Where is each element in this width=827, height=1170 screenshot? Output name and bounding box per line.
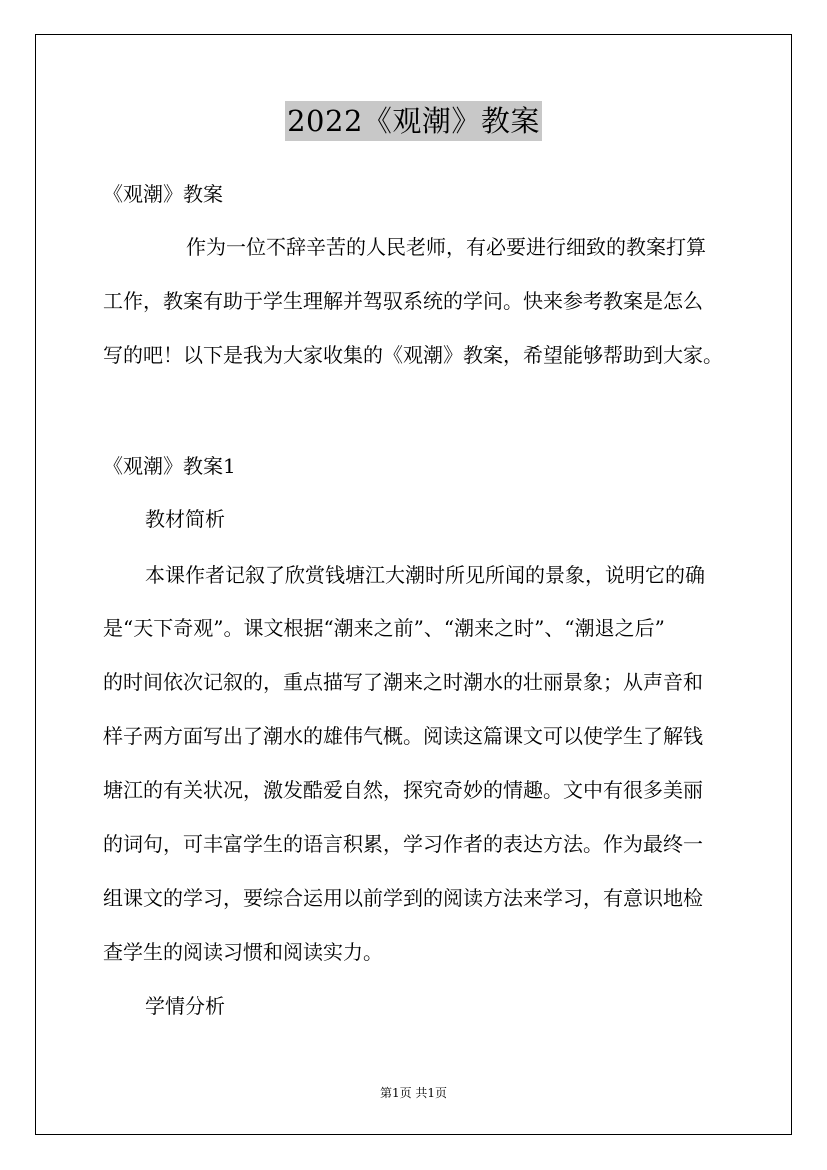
body-line: 查学生的阅读习惯和阅读实力。 bbox=[103, 940, 383, 964]
body-line: 是“天下奇观”。课文根据“潮来之前”、“潮来之时”、“潮退之后” bbox=[103, 616, 665, 640]
body-line: 本课作者记叙了欣赏钱塘江大潮时所见所闻的景象，说明它的确 bbox=[145, 563, 705, 587]
body-line: 组课文的学习，要综合运用以前学到的阅读方法来学习，有意识地检 bbox=[103, 886, 703, 910]
body-line: 的时间依次记叙的，重点描写了潮来之时潮水的壮丽景象；从声音和 bbox=[103, 670, 703, 694]
intro-line: 写的吧！以下是我为大家收集的《观潮》教案，希望能够帮助到大家。 bbox=[103, 343, 723, 367]
body-line: 的词句，可丰富学生的语言积累，学习作者的表达方法。作为最终一 bbox=[103, 832, 703, 856]
document-subtitle: 《观潮》教案 bbox=[103, 182, 223, 206]
subsection-heading: 学情分析 bbox=[145, 994, 225, 1018]
document-title: 2022《观潮》教案 bbox=[285, 101, 542, 141]
body-line: 样子两方面写出了潮水的雄伟气概。阅读这篇课文可以使学生了解钱 bbox=[103, 724, 703, 748]
section-heading: 《观潮》教案1 bbox=[103, 454, 236, 478]
intro-line: 作为一位不辞辛苦的人民老师，有必要进行细致的教案打算 bbox=[186, 235, 706, 259]
title-container bbox=[0, 101, 827, 141]
intro-line: 工作，教案有助于学生理解并驾驭系统的学问。快来参考教案是怎么 bbox=[103, 289, 703, 313]
page-footer: 第1页 共1页 bbox=[379, 1086, 448, 1100]
subsection-heading: 教材简析 bbox=[145, 507, 225, 531]
body-line: 塘江的有关状况，激发酷爱自然，探究奇妙的情趣。文中有很多美丽 bbox=[103, 778, 703, 802]
